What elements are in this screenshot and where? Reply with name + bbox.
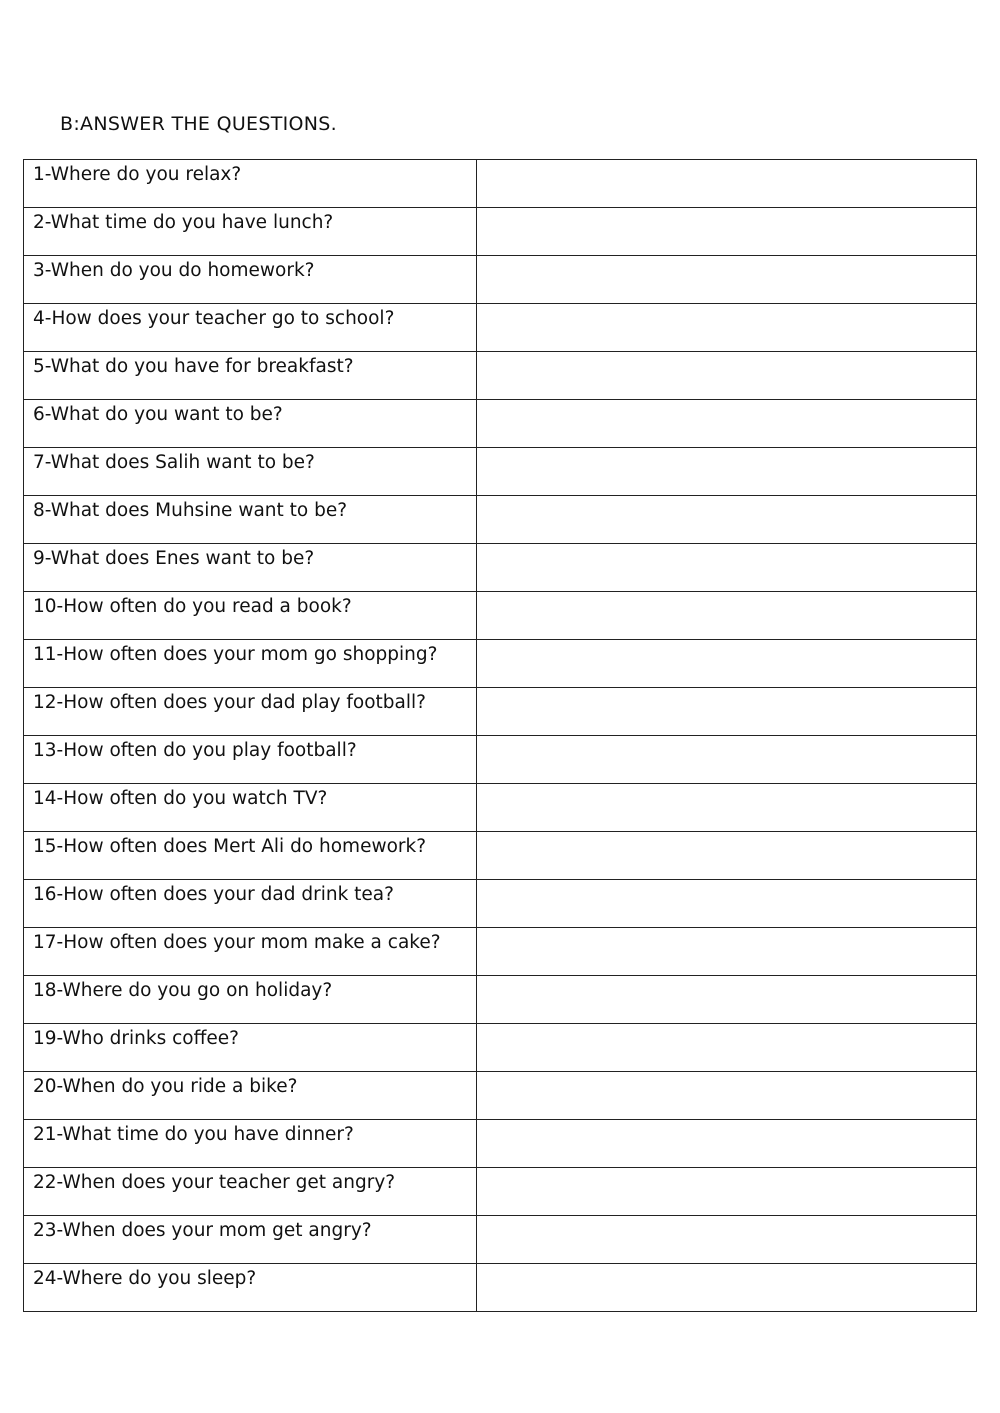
answer-cell[interactable]	[477, 496, 977, 544]
question-row	[24, 496, 977, 544]
question-row	[24, 352, 977, 400]
answer-cell[interactable]	[477, 640, 977, 688]
question-row	[24, 1120, 977, 1168]
question-cell: 9-What does Enes want to be?	[24, 544, 477, 592]
question-cell: 13-How often do you play football?	[24, 736, 477, 784]
answer-cell[interactable]	[477, 736, 977, 784]
question-cell: 8-What does Muhsine want to be?	[24, 496, 477, 544]
question-row	[24, 256, 977, 304]
question-cell: 2-What time do you have lunch?	[24, 208, 477, 256]
question-cell: 17-How often does your mom make a cake?	[24, 928, 477, 976]
question-row	[24, 880, 977, 928]
question-cell: 22-When does your teacher get angry?	[24, 1168, 477, 1216]
answer-cell[interactable]	[477, 880, 977, 928]
answer-cell[interactable]	[477, 1024, 977, 1072]
question-cell: 10-How often do you read a book?	[24, 592, 477, 640]
question-cell: 16-How often does your dad drink tea?	[24, 880, 477, 928]
question-cell: 7-What does Salih want to be?	[24, 448, 477, 496]
question-row	[24, 544, 977, 592]
answer-cell[interactable]	[477, 784, 977, 832]
answer-cell[interactable]	[477, 1072, 977, 1120]
answer-cell[interactable]	[477, 1168, 977, 1216]
question-cell: 11-How often does your mom go shopping?	[24, 640, 477, 688]
answer-cell[interactable]	[477, 1264, 977, 1312]
answer-cell[interactable]	[477, 544, 977, 592]
answer-cell[interactable]	[477, 352, 977, 400]
question-answer-table	[23, 159, 977, 1312]
question-row	[24, 1264, 977, 1312]
question-cell: 15-How often does Mert Ali do homework?	[24, 832, 477, 880]
question-row	[24, 1024, 977, 1072]
question-cell: 12-How often does your dad play football?	[24, 688, 477, 736]
question-row	[24, 400, 977, 448]
question-cell: 1-Where do you relax?	[24, 160, 477, 208]
question-row	[24, 448, 977, 496]
answer-cell[interactable]	[477, 256, 977, 304]
question-row	[24, 160, 977, 208]
question-cell: 3-When do you do homework?	[24, 256, 477, 304]
question-row	[24, 304, 977, 352]
question-cell: 5-What do you have for breakfast?	[24, 352, 477, 400]
answer-cell[interactable]	[477, 688, 977, 736]
question-cell: 23-When does your mom get angry?	[24, 1216, 477, 1264]
answer-cell[interactable]	[477, 928, 977, 976]
question-row	[24, 688, 977, 736]
question-cell: 6-What do you want to be?	[24, 400, 477, 448]
question-row	[24, 208, 977, 256]
question-row	[24, 1216, 977, 1264]
answer-cell[interactable]	[477, 1120, 977, 1168]
question-row	[24, 640, 977, 688]
worksheet-heading: B:ANSWER THE QUESTIONS.	[60, 113, 337, 135]
question-row	[24, 592, 977, 640]
question-row	[24, 736, 977, 784]
answer-cell[interactable]	[477, 160, 977, 208]
question-cell: 14-How often do you watch TV?	[24, 784, 477, 832]
answer-cell[interactable]	[477, 1216, 977, 1264]
question-cell: 20-When do you ride a bike?	[24, 1072, 477, 1120]
question-answer-table-body	[24, 160, 977, 1312]
question-row	[24, 928, 977, 976]
question-row	[24, 832, 977, 880]
question-cell: 18-Where do you go on holiday?	[24, 976, 477, 1024]
answer-cell[interactable]	[477, 304, 977, 352]
answer-cell[interactable]	[477, 592, 977, 640]
question-cell: 19-Who drinks coffee?	[24, 1024, 477, 1072]
question-row	[24, 784, 977, 832]
question-row	[24, 976, 977, 1024]
answer-cell[interactable]	[477, 832, 977, 880]
question-cell: 21-What time do you have dinner?	[24, 1120, 477, 1168]
answer-cell[interactable]	[477, 448, 977, 496]
question-row	[24, 1168, 977, 1216]
question-cell: 24-Where do you sleep?	[24, 1264, 477, 1312]
question-row	[24, 1072, 977, 1120]
answer-cell[interactable]	[477, 976, 977, 1024]
answer-cell[interactable]	[477, 400, 977, 448]
question-cell: 4-How does your teacher go to school?	[24, 304, 477, 352]
answer-cell[interactable]	[477, 208, 977, 256]
